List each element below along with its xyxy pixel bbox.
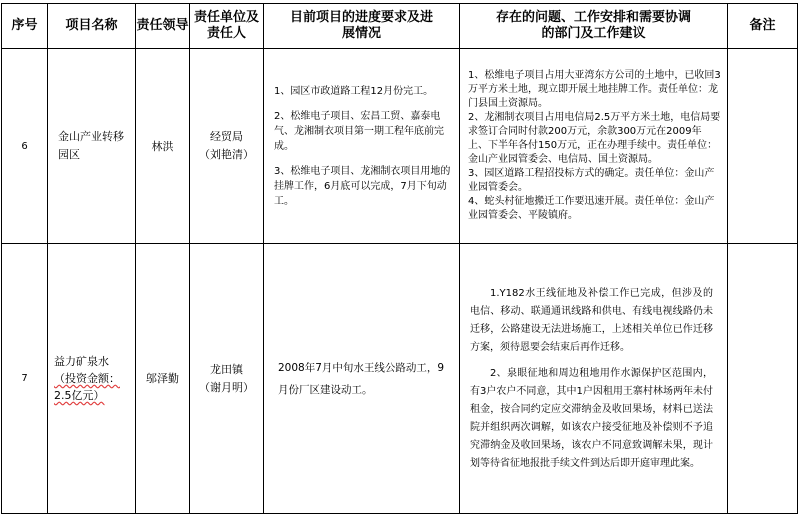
row7-issue-item: 2、泉眼征地和周边租地用作水源保护区范围内，有3户农户不同意，其中1户因租用王寨村林场两年未付租金，按合同约定应交滞纳金及收回果场，材料已送法院并组织两次调解，如该农户接受征地及补偿则不予追究滞纳金及收回果场，该农户不同意致调解未果，现计划等待省征地报批手续文件到达后即开庭审理此案。	[470, 367, 713, 469]
header-unit: 责任单位及责任人	[190, 4, 264, 49]
row7-unit-person: （谢月明）	[199, 380, 254, 394]
row7-unit	[190, 244, 264, 514]
row6-progress-item: 1、园区市政道路工程12月份完工。	[274, 85, 434, 97]
row6-issues	[460, 49, 728, 244]
table-row	[2, 49, 798, 244]
row7-issues	[460, 244, 728, 514]
row6-issue-item: 3、园区道路工程招投标方式的确定。责任单位：金山产业园管委会。	[468, 168, 715, 193]
row6-progress-item: 3、松维电子项目、龙湘制衣项目用地的挂牌工作，6月底可以完成，7月下旬动工。	[274, 165, 451, 207]
header-seq: 序号	[2, 4, 48, 49]
row6-unit-person: （刘艳清）	[199, 148, 254, 161]
row6-issue-item: 4、蛇头村征地搬迁工作要迅速开展。责任单位：金山产业园管委会、平陵镇府。	[468, 196, 715, 221]
row7-remark	[728, 244, 798, 514]
row7-name-line: 益力矿泉水	[54, 355, 109, 368]
row7-progress: 2008年7月中旬水王线公路动工，9月份厂区建设动工。	[264, 244, 460, 514]
header-progress: 目前项目的进度要求及进展情况	[264, 4, 460, 49]
row7-name-line: （投资金额：	[54, 372, 120, 385]
row6-unit-name: 经贸局	[210, 130, 243, 143]
row7-name-line: 2.5亿元）	[54, 389, 105, 402]
row7-issue-item: 1.Y182水王线征地及补偿工作已完成，但涉及的电信、移动、联通通讯线路和供电、有线电视线路仍未迁移，公路建设无法进场施工，上述相关单位已作迁移方案，须待恩要会结束后再作迁移。	[470, 287, 713, 353]
row6-project-name: 金山产业转移园区	[48, 49, 136, 244]
row7-unit-name: 龙田镇	[210, 362, 243, 376]
row6-progress	[264, 49, 460, 244]
header-row	[2, 4, 798, 49]
row6-issue-item: 1、松维电子项目占用大亚湾东方公司的土地中，已收回3万平方米土地，现立即开展土地挂牌工作。责任单位：龙门县国土资源局。	[468, 70, 721, 109]
project-progress-table	[1, 3, 798, 514]
row7-project-name	[48, 244, 136, 514]
row6-leader: 林洪	[136, 49, 190, 244]
row6-unit	[190, 49, 264, 244]
header-leader: 责任领导	[136, 4, 190, 49]
row7-leader: 邬泽勤	[136, 244, 190, 514]
row6-seq: 6	[2, 49, 48, 244]
header-issues: 存在的问题、工作安排和需要协调的部门及工作建议	[460, 4, 728, 49]
table-row	[2, 244, 798, 514]
header-remark: 备注	[728, 4, 798, 49]
row6-remark	[728, 49, 798, 244]
row7-seq: 7	[2, 244, 48, 514]
row6-progress-item: 2、松维电子项目、宏昌工贸、嘉泰电气、龙湘制衣项目第一期工程年底前完成。	[274, 110, 444, 152]
header-project-name: 项目名称	[48, 4, 136, 49]
row6-issue-item: 2、龙湘制衣项目占用电信局2.5万平方米土地，电信局要求签订合同时付款200万元，余款300万元在2009年上、下半年各付150万元，正在办理手续中。责任单位：金山产业园管委会、电信局、国土资源局。	[468, 112, 721, 165]
